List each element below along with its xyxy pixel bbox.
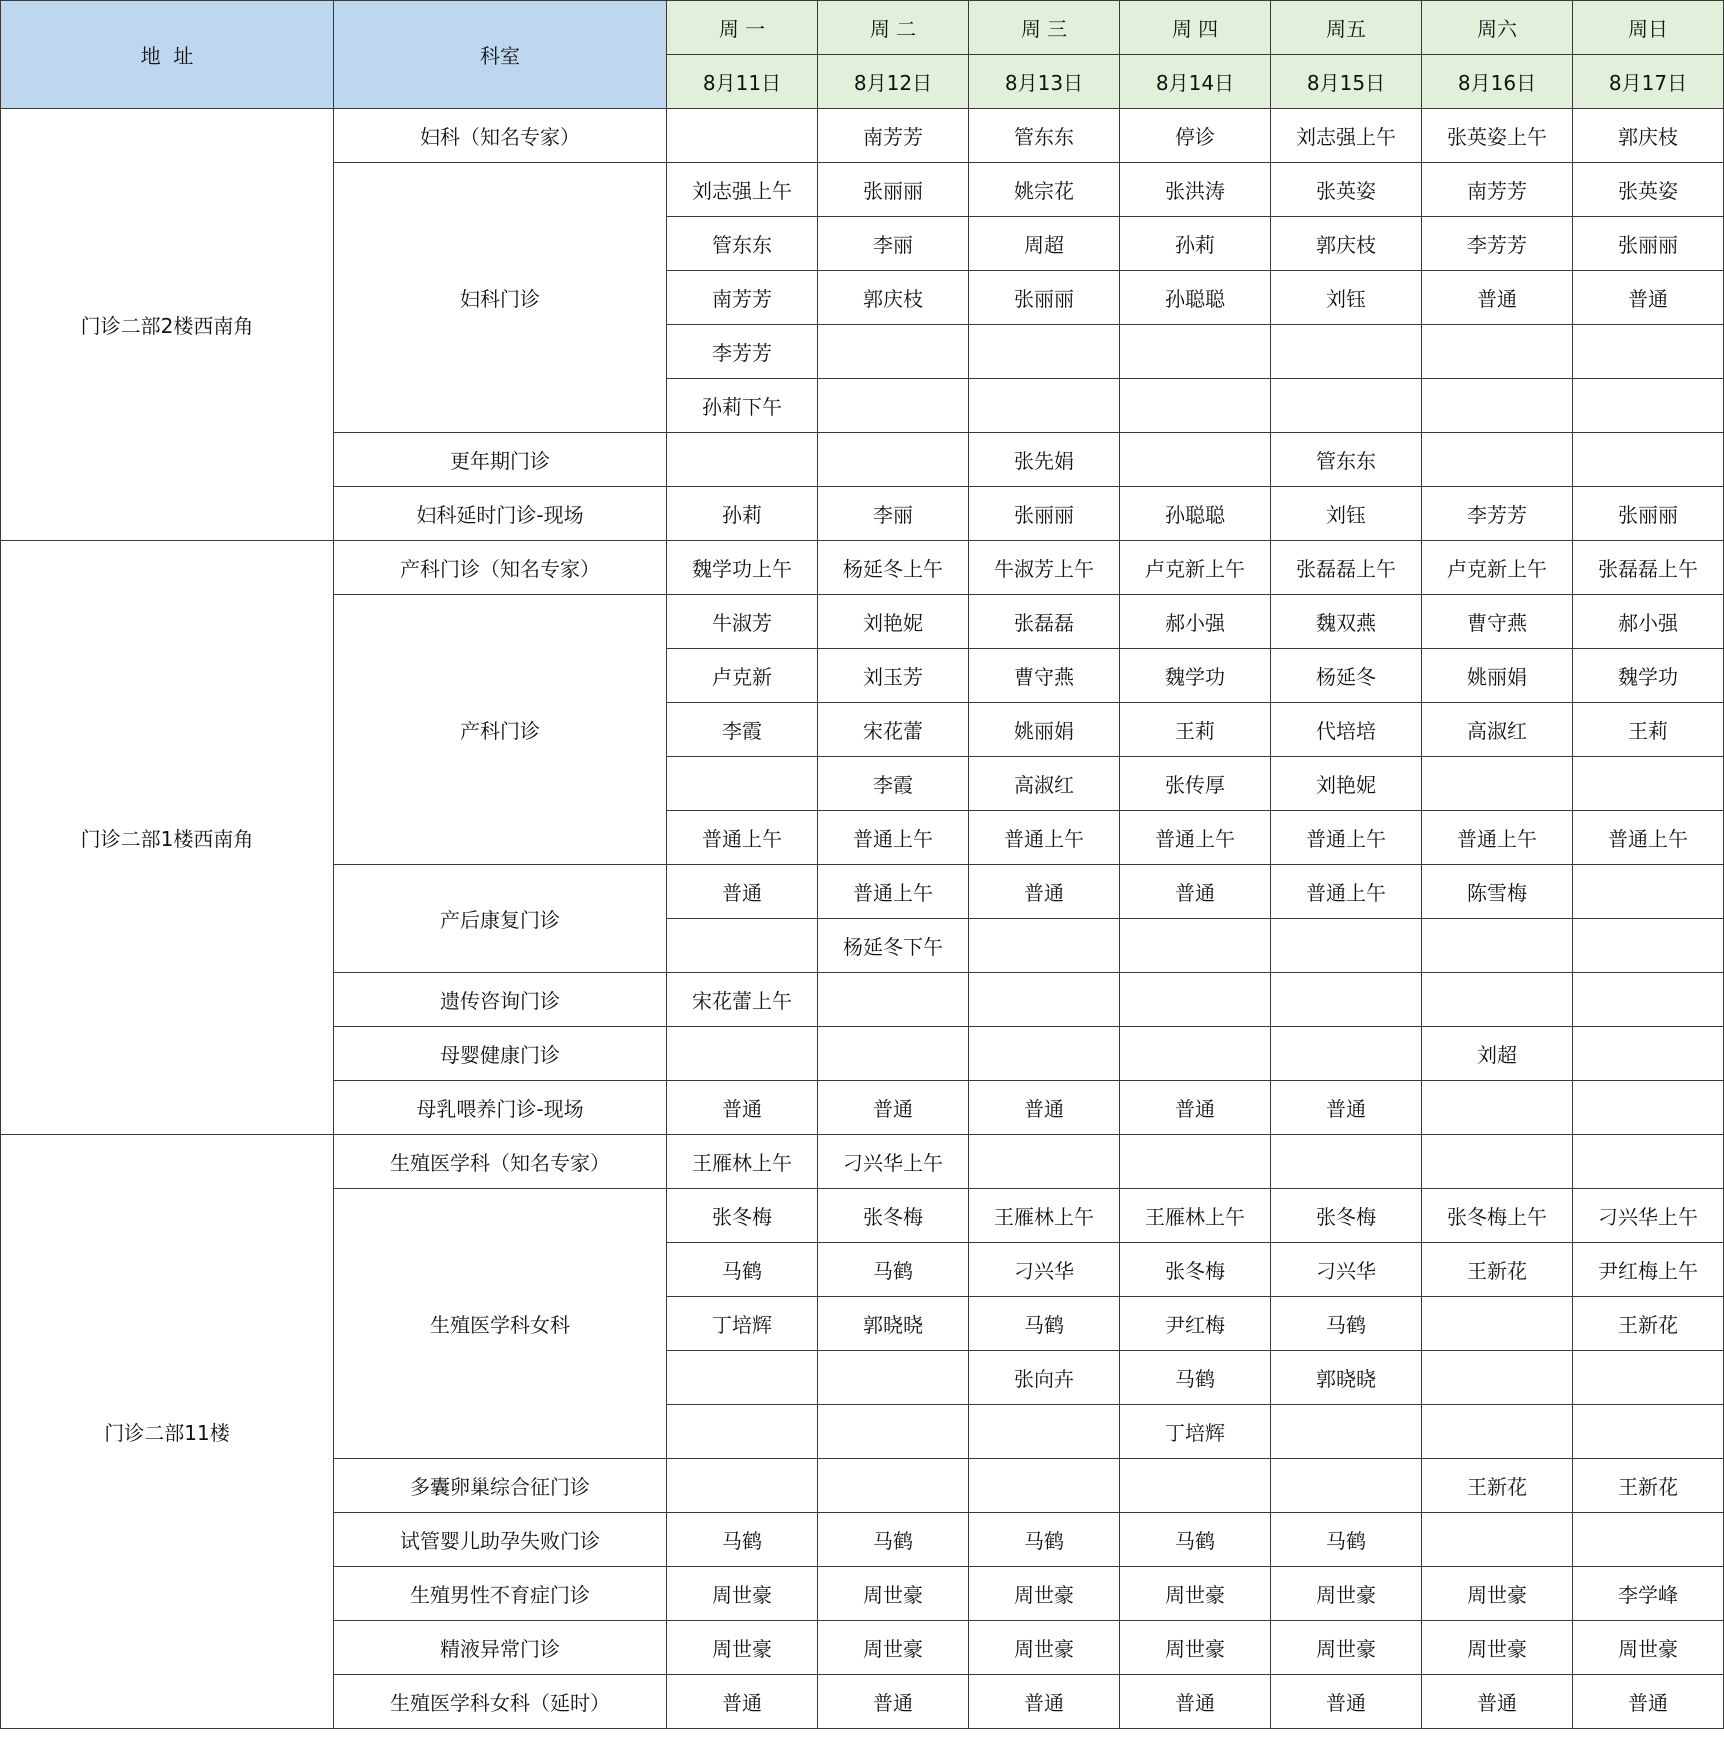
doctor-cell bbox=[667, 433, 818, 487]
doctor-cell: 普通上午 bbox=[818, 865, 969, 919]
department-cell: 精液异常门诊 bbox=[334, 1621, 667, 1675]
doctor-cell bbox=[969, 1135, 1120, 1189]
doctor-cell bbox=[1573, 379, 1724, 433]
doctor-cell: 普通 bbox=[818, 1675, 969, 1729]
doctor-cell: 张丽丽 bbox=[818, 163, 969, 217]
doctor-cell bbox=[667, 109, 818, 163]
department-cell: 母婴健康门诊 bbox=[334, 1027, 667, 1081]
doctor-cell: 卢克新 bbox=[667, 649, 818, 703]
department-cell: 产科门诊（知名专家） bbox=[334, 541, 667, 595]
doctor-cell: 马鹤 bbox=[818, 1513, 969, 1567]
doctor-cell: 魏学功 bbox=[1573, 649, 1724, 703]
doctor-cell: 普通 bbox=[667, 1081, 818, 1135]
doctor-cell: 管东东 bbox=[1271, 433, 1422, 487]
doctor-cell bbox=[1422, 1135, 1573, 1189]
doctor-cell bbox=[1271, 1459, 1422, 1513]
doctor-cell: 普通 bbox=[1271, 1081, 1422, 1135]
doctor-cell: 马鹤 bbox=[969, 1513, 1120, 1567]
doctor-cell: 普通 bbox=[667, 865, 818, 919]
doctor-cell: 王雁林上午 bbox=[667, 1135, 818, 1189]
doctor-cell: 李学峰 bbox=[1573, 1567, 1724, 1621]
doctor-cell: 普通 bbox=[1120, 1081, 1271, 1135]
doctor-cell: 刁兴华 bbox=[1271, 1243, 1422, 1297]
doctor-cell bbox=[969, 1405, 1120, 1459]
doctor-cell bbox=[1120, 325, 1271, 379]
doctor-cell: 普通 bbox=[1573, 1675, 1724, 1729]
department-cell: 生殖男性不育症门诊 bbox=[334, 1567, 667, 1621]
doctor-cell bbox=[1271, 379, 1422, 433]
doctor-cell: 普通 bbox=[667, 1675, 818, 1729]
doctor-cell bbox=[1120, 973, 1271, 1027]
doctor-cell: 宋花蕾上午 bbox=[667, 973, 818, 1027]
doctor-cell: 姚丽娟 bbox=[969, 703, 1120, 757]
doctor-cell: 郭晓晓 bbox=[1271, 1351, 1422, 1405]
department-cell: 产后康复门诊 bbox=[334, 865, 667, 973]
doctor-cell bbox=[1271, 1135, 1422, 1189]
doctor-cell: 管东东 bbox=[667, 217, 818, 271]
doctor-cell: 普通上午 bbox=[1573, 811, 1724, 865]
doctor-cell: 张冬梅 bbox=[667, 1189, 818, 1243]
doctor-cell bbox=[1271, 325, 1422, 379]
doctor-cell: 张磊磊上午 bbox=[1573, 541, 1724, 595]
doctor-cell bbox=[1573, 1405, 1724, 1459]
doctor-cell: 马鹤 bbox=[818, 1243, 969, 1297]
doctor-cell: 刘艳妮 bbox=[1271, 757, 1422, 811]
doctor-cell bbox=[1271, 1027, 1422, 1081]
doctor-cell: 张磊磊 bbox=[969, 595, 1120, 649]
doctor-cell: 普通 bbox=[969, 865, 1120, 919]
doctor-cell: 周世豪 bbox=[1573, 1621, 1724, 1675]
weekday-header: 周六 bbox=[1422, 1, 1573, 55]
weekday-header: 周日 bbox=[1573, 1, 1724, 55]
weekday-header: 周 二 bbox=[818, 1, 969, 55]
doctor-cell bbox=[1422, 325, 1573, 379]
doctor-cell bbox=[969, 325, 1120, 379]
doctor-cell: 周世豪 bbox=[667, 1567, 818, 1621]
doctor-cell: 普通上午 bbox=[1422, 811, 1573, 865]
doctor-cell: 周世豪 bbox=[667, 1621, 818, 1675]
doctor-cell bbox=[969, 379, 1120, 433]
doctor-cell: 王新花 bbox=[1573, 1297, 1724, 1351]
doctor-cell: 李芳芳 bbox=[1422, 217, 1573, 271]
date-header: 8月14日 bbox=[1120, 55, 1271, 109]
doctor-cell: 张冬梅 bbox=[1120, 1243, 1271, 1297]
doctor-cell: 高淑红 bbox=[969, 757, 1120, 811]
doctor-cell: 陈雪梅 bbox=[1422, 865, 1573, 919]
doctor-cell: 刘钰 bbox=[1271, 271, 1422, 325]
doctor-cell: 普通 bbox=[1422, 271, 1573, 325]
doctor-cell: 普通上午 bbox=[1271, 811, 1422, 865]
doctor-cell: 郭庆枝 bbox=[1573, 109, 1724, 163]
doctor-cell bbox=[818, 1351, 969, 1405]
doctor-cell bbox=[667, 1459, 818, 1513]
date-header: 8月15日 bbox=[1271, 55, 1422, 109]
doctor-cell: 普通上午 bbox=[1120, 811, 1271, 865]
doctor-cell: 普通 bbox=[1120, 865, 1271, 919]
doctor-cell: 张冬梅 bbox=[818, 1189, 969, 1243]
doctor-cell bbox=[1422, 1297, 1573, 1351]
location-cell: 门诊二部2楼西南角 bbox=[1, 109, 334, 541]
weekday-header: 周五 bbox=[1271, 1, 1422, 55]
table-row bbox=[1, 1135, 1724, 1189]
doctor-cell bbox=[1422, 1351, 1573, 1405]
department-cell: 生殖医学科女科（延时） bbox=[334, 1675, 667, 1729]
doctor-cell: 刘艳妮 bbox=[818, 595, 969, 649]
doctor-cell bbox=[1120, 1459, 1271, 1513]
doctor-cell: 孙莉下午 bbox=[667, 379, 818, 433]
doctor-cell bbox=[1573, 1135, 1724, 1189]
doctor-cell bbox=[969, 1027, 1120, 1081]
date-header: 8月12日 bbox=[818, 55, 969, 109]
doctor-cell: 杨延冬上午 bbox=[818, 541, 969, 595]
doctor-cell: 管东东 bbox=[969, 109, 1120, 163]
doctor-cell: 李霞 bbox=[667, 703, 818, 757]
doctor-cell bbox=[818, 1405, 969, 1459]
department-cell: 妇科延时门诊-现场 bbox=[334, 487, 667, 541]
doctor-cell bbox=[1573, 433, 1724, 487]
doctor-cell: 高淑红 bbox=[1422, 703, 1573, 757]
doctor-cell: 张丽丽 bbox=[1573, 217, 1724, 271]
doctor-cell: 牛淑芳 bbox=[667, 595, 818, 649]
location-cell: 门诊二部1楼西南角 bbox=[1, 541, 334, 1135]
doctor-cell bbox=[667, 757, 818, 811]
doctor-cell: 张先娟 bbox=[969, 433, 1120, 487]
doctor-cell bbox=[1422, 433, 1573, 487]
doctor-cell: 刘玉芳 bbox=[818, 649, 969, 703]
address-header: 地 址 bbox=[1, 1, 334, 109]
doctor-cell: 李芳芳 bbox=[1422, 487, 1573, 541]
doctor-cell: 王雁林上午 bbox=[1120, 1189, 1271, 1243]
doctor-cell: 张英姿上午 bbox=[1422, 109, 1573, 163]
doctor-cell bbox=[1120, 1135, 1271, 1189]
doctor-cell: 刘志强上午 bbox=[1271, 109, 1422, 163]
doctor-cell: 刁兴华 bbox=[969, 1243, 1120, 1297]
doctor-cell: 丁培辉 bbox=[667, 1297, 818, 1351]
doctor-cell bbox=[818, 379, 969, 433]
doctor-cell: 周世豪 bbox=[1271, 1621, 1422, 1675]
doctor-cell: 周世豪 bbox=[969, 1567, 1120, 1621]
doctor-cell bbox=[1422, 379, 1573, 433]
doctor-cell: 代培培 bbox=[1271, 703, 1422, 757]
doctor-cell: 郭庆枝 bbox=[1271, 217, 1422, 271]
doctor-cell: 普通上午 bbox=[818, 811, 969, 865]
doctor-cell: 李芳芳 bbox=[667, 325, 818, 379]
doctor-cell: 刘志强上午 bbox=[667, 163, 818, 217]
weekday-header: 周 三 bbox=[969, 1, 1120, 55]
doctor-cell bbox=[1422, 757, 1573, 811]
doctor-cell: 张向卉 bbox=[969, 1351, 1120, 1405]
department-cell: 生殖医学科（知名专家） bbox=[334, 1135, 667, 1189]
location-cell: 门诊二部11楼 bbox=[1, 1135, 334, 1729]
doctor-cell: 孙聪聪 bbox=[1120, 271, 1271, 325]
department-cell: 更年期门诊 bbox=[334, 433, 667, 487]
doctor-cell: 张冬梅上午 bbox=[1422, 1189, 1573, 1243]
doctor-cell bbox=[667, 1351, 818, 1405]
department-cell: 妇科门诊 bbox=[334, 163, 667, 433]
doctor-cell: 刘超 bbox=[1422, 1027, 1573, 1081]
doctor-cell bbox=[1573, 1351, 1724, 1405]
date-header: 8月17日 bbox=[1573, 55, 1724, 109]
doctor-cell bbox=[1422, 1405, 1573, 1459]
doctor-cell: 马鹤 bbox=[1120, 1351, 1271, 1405]
doctor-cell: 郝小强 bbox=[1573, 595, 1724, 649]
doctor-cell bbox=[818, 433, 969, 487]
department-cell: 遗传咨询门诊 bbox=[334, 973, 667, 1027]
department-cell: 生殖医学科女科 bbox=[334, 1189, 667, 1459]
doctor-cell: 普通上午 bbox=[969, 811, 1120, 865]
doctor-cell: 张洪涛 bbox=[1120, 163, 1271, 217]
doctor-cell: 卢克新上午 bbox=[1422, 541, 1573, 595]
doctor-cell: 魏双燕 bbox=[1271, 595, 1422, 649]
doctor-cell: 孙聪聪 bbox=[1120, 487, 1271, 541]
doctor-cell: 魏学功 bbox=[1120, 649, 1271, 703]
doctor-cell: 杨延冬 bbox=[1271, 649, 1422, 703]
doctor-cell: 李丽 bbox=[818, 217, 969, 271]
doctor-cell: 周世豪 bbox=[1271, 1567, 1422, 1621]
doctor-cell: 丁培辉 bbox=[1120, 1405, 1271, 1459]
doctor-cell: 马鹤 bbox=[1271, 1513, 1422, 1567]
doctor-cell bbox=[1573, 865, 1724, 919]
doctor-cell bbox=[818, 1459, 969, 1513]
doctor-cell: 王新花 bbox=[1573, 1459, 1724, 1513]
doctor-cell: 普通 bbox=[969, 1081, 1120, 1135]
doctor-cell bbox=[818, 325, 969, 379]
doctor-cell: 马鹤 bbox=[667, 1243, 818, 1297]
doctor-cell: 南芳芳 bbox=[1422, 163, 1573, 217]
doctor-cell: 李霞 bbox=[818, 757, 969, 811]
doctor-cell: 马鹤 bbox=[969, 1297, 1120, 1351]
doctor-cell bbox=[1422, 973, 1573, 1027]
doctor-cell: 姚丽娟 bbox=[1422, 649, 1573, 703]
doctor-cell bbox=[1271, 1405, 1422, 1459]
doctor-cell bbox=[1573, 1027, 1724, 1081]
doctor-cell bbox=[969, 973, 1120, 1027]
doctor-cell: 普通 bbox=[1573, 271, 1724, 325]
doctor-cell: 郭庆枝 bbox=[818, 271, 969, 325]
doctor-cell: 马鹤 bbox=[1120, 1513, 1271, 1567]
doctor-cell: 普通 bbox=[1271, 1675, 1422, 1729]
doctor-cell: 孙莉 bbox=[1120, 217, 1271, 271]
doctor-cell: 曹守燕 bbox=[1422, 595, 1573, 649]
doctor-cell: 普通 bbox=[969, 1675, 1120, 1729]
doctor-cell: 南芳芳 bbox=[818, 109, 969, 163]
doctor-cell: 刘钰 bbox=[1271, 487, 1422, 541]
doctor-cell: 张英姿 bbox=[1573, 163, 1724, 217]
doctor-cell: 马鹤 bbox=[667, 1513, 818, 1567]
doctor-cell: 普通 bbox=[818, 1081, 969, 1135]
doctor-cell bbox=[667, 1027, 818, 1081]
doctor-cell: 普通 bbox=[1422, 1675, 1573, 1729]
department-cell: 试管婴儿助孕失败门诊 bbox=[334, 1513, 667, 1567]
doctor-cell bbox=[969, 1459, 1120, 1513]
doctor-cell: 普通 bbox=[1120, 1675, 1271, 1729]
doctor-cell bbox=[667, 1405, 818, 1459]
doctor-cell: 张丽丽 bbox=[969, 487, 1120, 541]
doctor-cell: 刁兴华上午 bbox=[818, 1135, 969, 1189]
doctor-cell: 王新花 bbox=[1422, 1459, 1573, 1513]
doctor-cell bbox=[1271, 919, 1422, 973]
doctor-cell bbox=[1573, 757, 1724, 811]
doctor-cell: 孙莉 bbox=[667, 487, 818, 541]
doctor-cell: 张丽丽 bbox=[1573, 487, 1724, 541]
doctor-cell: 王新花 bbox=[1422, 1243, 1573, 1297]
doctor-cell: 尹红梅 bbox=[1120, 1297, 1271, 1351]
doctor-cell: 张磊磊上午 bbox=[1271, 541, 1422, 595]
doctor-cell bbox=[1422, 1081, 1573, 1135]
doctor-cell bbox=[1120, 433, 1271, 487]
doctor-cell: 周世豪 bbox=[1120, 1567, 1271, 1621]
doctor-cell: 张冬梅 bbox=[1271, 1189, 1422, 1243]
doctor-cell bbox=[1422, 1513, 1573, 1567]
doctor-cell: 姚宗花 bbox=[969, 163, 1120, 217]
doctor-cell: 南芳芳 bbox=[667, 271, 818, 325]
doctor-cell bbox=[1573, 919, 1724, 973]
doctor-cell bbox=[1271, 973, 1422, 1027]
doctor-cell: 李丽 bbox=[818, 487, 969, 541]
doctor-cell: 张丽丽 bbox=[969, 271, 1120, 325]
table-row bbox=[1, 109, 1724, 163]
date-header: 8月11日 bbox=[667, 55, 818, 109]
doctor-cell: 王莉 bbox=[1120, 703, 1271, 757]
doctor-cell: 周世豪 bbox=[1120, 1621, 1271, 1675]
doctor-cell: 周超 bbox=[969, 217, 1120, 271]
date-header: 8月13日 bbox=[969, 55, 1120, 109]
doctor-cell bbox=[1573, 1081, 1724, 1135]
weekday-header: 周 一 bbox=[667, 1, 818, 55]
department-cell: 妇科（知名专家） bbox=[334, 109, 667, 163]
table-row bbox=[1, 541, 1724, 595]
doctor-cell: 张英姿 bbox=[1271, 163, 1422, 217]
weekday-header: 周 四 bbox=[1120, 1, 1271, 55]
department-cell: 产科门诊 bbox=[334, 595, 667, 865]
doctor-cell: 周世豪 bbox=[969, 1621, 1120, 1675]
doctor-cell: 杨延冬下午 bbox=[818, 919, 969, 973]
doctor-cell: 周世豪 bbox=[1422, 1567, 1573, 1621]
doctor-cell: 停诊 bbox=[1120, 109, 1271, 163]
doctor-cell: 宋花蕾 bbox=[818, 703, 969, 757]
doctor-cell: 魏学功上午 bbox=[667, 541, 818, 595]
doctor-cell: 普通上午 bbox=[667, 811, 818, 865]
doctor-cell: 曹守燕 bbox=[969, 649, 1120, 703]
department-cell: 多囊卵巢综合征门诊 bbox=[334, 1459, 667, 1513]
doctor-cell: 牛淑芳上午 bbox=[969, 541, 1120, 595]
doctor-cell: 郝小强 bbox=[1120, 595, 1271, 649]
doctor-cell: 周世豪 bbox=[818, 1621, 969, 1675]
doctor-cell: 刁兴华上午 bbox=[1573, 1189, 1724, 1243]
doctor-cell: 周世豪 bbox=[1422, 1621, 1573, 1675]
schedule-body bbox=[1, 109, 1724, 1729]
doctor-cell: 尹红梅上午 bbox=[1573, 1243, 1724, 1297]
doctor-cell bbox=[1422, 919, 1573, 973]
department-header: 科室 bbox=[334, 1, 667, 109]
doctor-cell: 张传厚 bbox=[1120, 757, 1271, 811]
doctor-cell bbox=[1120, 1027, 1271, 1081]
doctor-cell bbox=[1120, 379, 1271, 433]
doctor-cell: 普通上午 bbox=[1271, 865, 1422, 919]
doctor-cell bbox=[818, 1027, 969, 1081]
doctor-cell: 卢克新上午 bbox=[1120, 541, 1271, 595]
doctor-cell: 马鹤 bbox=[1271, 1297, 1422, 1351]
doctor-cell bbox=[1573, 1513, 1724, 1567]
doctor-cell: 王莉 bbox=[1573, 703, 1724, 757]
doctor-cell bbox=[667, 919, 818, 973]
doctor-cell: 郭晓晓 bbox=[818, 1297, 969, 1351]
doctor-cell bbox=[818, 973, 969, 1027]
department-cell: 母乳喂养门诊-现场 bbox=[334, 1081, 667, 1135]
doctor-cell bbox=[1573, 325, 1724, 379]
doctor-cell: 王雁林上午 bbox=[969, 1189, 1120, 1243]
doctor-cell bbox=[969, 919, 1120, 973]
doctor-cell bbox=[1120, 919, 1271, 973]
date-header: 8月16日 bbox=[1422, 55, 1573, 109]
doctor-cell bbox=[1573, 973, 1724, 1027]
doctor-cell: 周世豪 bbox=[818, 1567, 969, 1621]
